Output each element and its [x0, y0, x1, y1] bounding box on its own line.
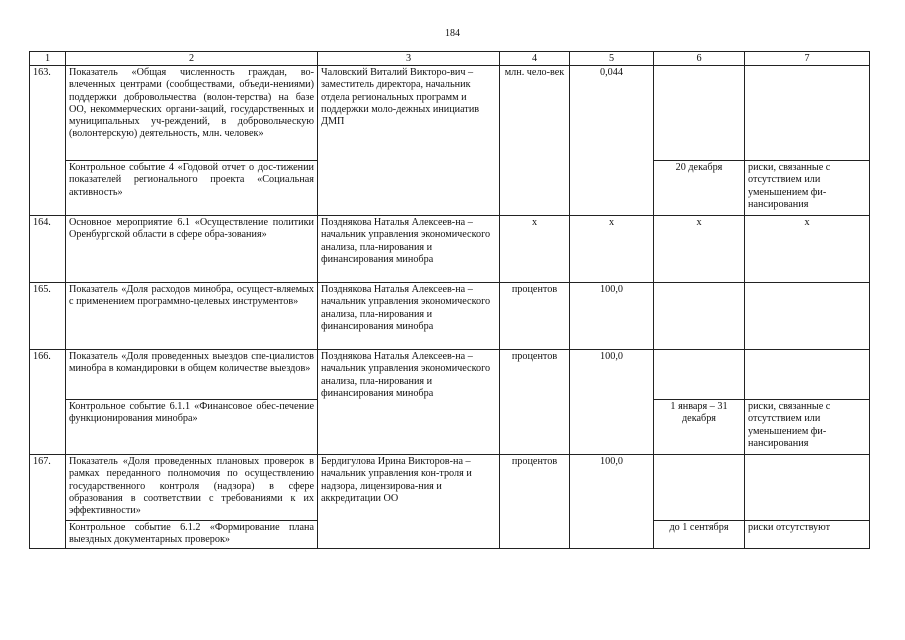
value-cell: 100,0	[570, 283, 654, 350]
header-col-3: 3	[318, 52, 500, 66]
table-row	[30, 216, 870, 283]
control-event-date: до 1 сентября	[654, 521, 745, 549]
risk-cell	[745, 283, 870, 350]
responsible-person: Позднякова Наталья Алексеев-на – начальник управления экономического анализа, пла-нирования и финансирования минобра	[318, 350, 500, 455]
indicator-text: Показатель «Доля проведенных плановых проверок в рамках переданного полномочия по осуществлению государственного контроля (надзора) в сфере образования в соответствии с требованиями к их эффективности»	[66, 455, 318, 521]
table-row	[30, 455, 870, 521]
header-col-6: 6	[654, 52, 745, 66]
header-col-5: 5	[570, 52, 654, 66]
control-event-date: 20 декабря	[654, 161, 745, 216]
risk-cell: x	[745, 216, 870, 283]
row-number: 166.	[30, 350, 66, 455]
page-number: 184	[445, 28, 460, 39]
table-row	[30, 66, 870, 161]
date-cell	[654, 455, 745, 521]
date-cell: x	[654, 216, 745, 283]
header-col-7: 7	[745, 52, 870, 66]
value-cell: 100,0	[570, 350, 654, 455]
risk-cell	[745, 350, 870, 400]
control-event-text: Контрольное событие 6.1.2 «Формирование плана выездных документарных проверок»	[66, 521, 318, 549]
date-cell	[654, 350, 745, 400]
indicator-text: Показатель «Доля расходов минобра, осущест-вляемых с применением программно-целевых инструментов»	[66, 283, 318, 350]
activity-text: Основное мероприятие 6.1 «Осуществление политики Оренбургской области в сфере обра-зования»	[66, 216, 318, 283]
responsible-person: Позднякова Наталья Алексеев-на – начальник управления экономического анализа, пла-нирования и финансирования минобра	[318, 216, 500, 283]
control-event-text: Контрольное событие 6.1.1 «Финансовое обес-печение функционирования минобра»	[66, 400, 318, 455]
plan-table	[29, 51, 870, 549]
row-number: 163.	[30, 66, 66, 216]
value-cell: 100,0	[570, 455, 654, 549]
header-row	[30, 52, 870, 66]
responsible-person: Позднякова Наталья Алексеев-на – начальник управления экономического анализа, пла-нирования и финансирования минобра	[318, 283, 500, 350]
control-event-text: Контрольное событие 4 «Годовой отчет о дос-тижении показателей регионального проекта «Социальная активность»	[66, 161, 318, 216]
unit-cell: процентов	[500, 455, 570, 549]
risk-cell	[745, 66, 870, 161]
unit-cell: процентов	[500, 350, 570, 455]
unit-cell: процентов	[500, 283, 570, 350]
value-cell: x	[570, 216, 654, 283]
indicator-text: Показатель «Общая численность граждан, во-влеченных центрами (сообществами, объеди-нениями) поддержки добровольчества (волон-терства) на базе ОО, некоммерческих органи-заций, государственных и муниципальных уч-реждений, в добровольческую (волонтерскую) деятельность, млн. человек»	[66, 66, 318, 161]
table-row	[30, 283, 870, 350]
unit-cell: x	[500, 216, 570, 283]
control-event-risk: риски отсутствуют	[745, 521, 870, 549]
row-number: 165.	[30, 283, 66, 350]
responsible-person: Бердигулова Ирина Викторов-на – начальник управления кон-троля и надзора, лицензирова-ния и аккредитации ОО	[318, 455, 500, 549]
date-cell	[654, 283, 745, 350]
unit-cell: млн. чело-век	[500, 66, 570, 216]
control-event-risk: риски, связанные с отсутствием или уменьшением фи-нансирования	[745, 400, 870, 455]
control-event-risk: риски, связанные с отсутствием или уменьшением фи-нансирования	[745, 161, 870, 216]
header-col-1: 1	[30, 52, 66, 66]
risk-cell	[745, 455, 870, 521]
header-col-2: 2	[66, 52, 318, 66]
row-number: 164.	[30, 216, 66, 283]
indicator-text: Показатель «Доля проведенных выездов спе-циалистов минобра в командировки в общем количестве выездов»	[66, 350, 318, 400]
date-cell	[654, 66, 745, 161]
responsible-person: Чаловский Виталий Викторо-вич – заместитель директора, начальник отдела региональных программ и поддержки моло-дежных инициатив ДМП	[318, 66, 500, 216]
value-cell: 0,044	[570, 66, 654, 216]
control-event-date: 1 января – 31 декабря	[654, 400, 745, 455]
row-number: 167.	[30, 455, 66, 549]
table-row	[30, 350, 870, 400]
header-col-4: 4	[500, 52, 570, 66]
